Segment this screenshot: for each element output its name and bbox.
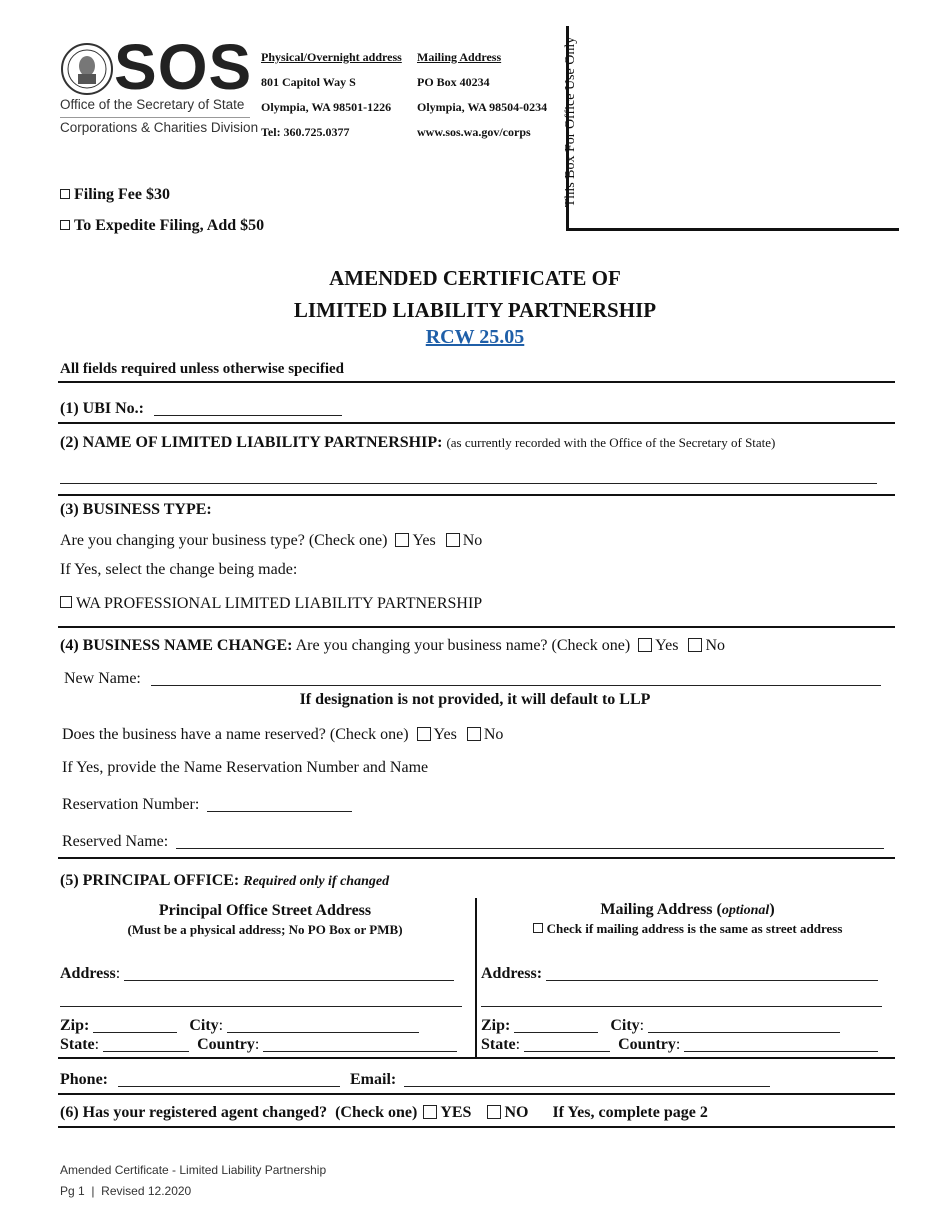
reserved-no-label: No xyxy=(483,726,504,743)
reservation-number-input[interactable] xyxy=(207,797,352,812)
divider xyxy=(58,857,895,859)
street-city-label: City xyxy=(189,1017,219,1034)
registered-agent-row xyxy=(60,1104,708,1122)
business-type-question: Are you changing your business type? (Check one) xyxy=(60,532,388,549)
registered-agent-check: (Check one) xyxy=(335,1104,418,1121)
mailing-web: www.sos.wa.gov/corps xyxy=(417,125,531,139)
office-use-box xyxy=(563,26,899,231)
llp-name-note: (as currently recorded with the Office of the Secretary of State) xyxy=(446,435,776,450)
mailing-state-label: State xyxy=(481,1036,516,1053)
logo xyxy=(60,31,259,135)
divider xyxy=(58,1093,895,1095)
mailing-column-heading: Mailing Address xyxy=(600,901,713,918)
mailing-line2: Olympia, WA 98504-0234 xyxy=(417,100,548,114)
logo-divider xyxy=(60,117,250,118)
physical-tel: Tel: 360.725.0377 xyxy=(261,125,350,139)
email-label: Email: xyxy=(350,1071,397,1088)
llp-name-input[interactable] xyxy=(60,483,877,484)
mailing-country-input[interactable] xyxy=(684,1037,878,1052)
street-state-country-row: State: Country: xyxy=(60,1036,457,1054)
mailing-address-line2[interactable] xyxy=(481,1006,882,1007)
street-zip-label: Zip: xyxy=(60,1017,90,1034)
llp-name-row xyxy=(60,434,775,452)
name-change-label: (4) BUSINESS NAME CHANGE: xyxy=(60,637,293,654)
name-change-no-checkbox[interactable] xyxy=(688,638,702,652)
divider xyxy=(58,381,895,383)
agent-no-checkbox[interactable] xyxy=(487,1105,501,1119)
name-change-yes-checkbox[interactable] xyxy=(638,638,652,652)
divider xyxy=(58,422,895,424)
street-state-label: State xyxy=(60,1036,95,1053)
mailing-zip-label: Zip: xyxy=(481,1017,511,1034)
footer-page: Pg 1 xyxy=(60,1184,85,1198)
filing-fee xyxy=(60,186,170,204)
street-city-input[interactable] xyxy=(227,1018,419,1033)
left-column-heading xyxy=(60,902,470,938)
same-address-row xyxy=(480,921,895,937)
filing-fee-label: Filing Fee $30 xyxy=(74,186,170,203)
street-address-row: Address: xyxy=(60,965,454,983)
reserved-yes-checkbox[interactable] xyxy=(417,727,431,741)
principal-office-note: Required only if changed xyxy=(243,874,390,889)
street-address-label: Address xyxy=(60,965,116,982)
pllp-option-row xyxy=(60,595,482,613)
reservation-number-row xyxy=(62,796,352,814)
form-title xyxy=(0,262,950,326)
agent-yes-checkbox[interactable] xyxy=(423,1105,437,1119)
footer xyxy=(60,1160,326,1202)
reserved-row xyxy=(62,726,503,744)
pllp-checkbox[interactable] xyxy=(60,596,72,608)
office-use-label: This Box For Office Use Only xyxy=(563,36,578,208)
reserved-name-label: Reserved Name: xyxy=(62,833,169,850)
mailing-state-input[interactable] xyxy=(524,1037,610,1052)
column-divider xyxy=(475,898,477,1057)
footer-doc-name: Amended Certificate - Limited Liability Partnership xyxy=(60,1163,327,1177)
agent-no-label: NO xyxy=(504,1104,529,1121)
title-line2: LIMITED LIABILITY PARTNERSHIP xyxy=(293,298,657,322)
expedite-checkbox[interactable] xyxy=(60,220,70,230)
mailing-country-label: Country xyxy=(618,1036,676,1053)
mailing-optional: optional xyxy=(721,903,770,918)
filing-fee-checkbox[interactable] xyxy=(60,189,70,199)
mailing-zip-city-row: Zip: City: xyxy=(481,1017,840,1035)
expedite-label: To Expedite Filing, Add $50 xyxy=(74,217,265,234)
divider xyxy=(58,494,895,496)
mailing-state-country-row: State: Country: xyxy=(481,1036,878,1054)
new-name-label: New Name: xyxy=(64,670,141,687)
reservation-number-label: Reservation Number: xyxy=(62,796,200,813)
business-type-yes-checkbox[interactable] xyxy=(395,533,409,547)
name-change-row xyxy=(60,637,725,655)
ubi-label: (1) UBI No.: xyxy=(60,400,144,417)
business-type-if-yes: If Yes, select the change being made: xyxy=(60,561,298,578)
agent-note: If Yes, complete page 2 xyxy=(552,1104,708,1121)
physical-heading: Physical/Overnight address xyxy=(261,50,402,64)
divider xyxy=(58,1126,895,1128)
office-name: Office of the Secretary of State xyxy=(60,97,245,112)
same-address-label: Check if mailing address is the same as street address xyxy=(546,921,843,936)
name-change-question: Are you changing your business name? (Check one) xyxy=(295,637,631,654)
footer-separator: | xyxy=(88,1184,102,1198)
email-input[interactable] xyxy=(404,1072,770,1087)
street-zip-input[interactable] xyxy=(93,1018,177,1033)
street-zip-city-row: Zip: City: xyxy=(60,1017,419,1035)
business-type-no-checkbox[interactable] xyxy=(446,533,460,547)
principal-office-row xyxy=(60,872,389,890)
mailing-address-row: Address: xyxy=(481,965,878,983)
mailing-address-block xyxy=(417,45,547,145)
required-note: All fields required unless otherwise specified xyxy=(60,361,345,377)
designation-note: If designation is not provided, it will default to LLP xyxy=(299,691,651,708)
expedite-fee xyxy=(60,217,264,235)
ubi-input[interactable] xyxy=(154,401,342,416)
mailing-address-label: Address xyxy=(481,965,537,982)
mailing-address-input[interactable] xyxy=(546,966,878,981)
street-address-line2[interactable] xyxy=(60,1006,462,1007)
reserved-yes-label: Yes xyxy=(433,726,457,743)
registered-agent-question: (6) Has your registered agent changed? xyxy=(60,1104,328,1121)
right-column-heading xyxy=(480,901,895,937)
street-address-input[interactable] xyxy=(124,966,454,981)
physical-line2: Olympia, WA 98501-1226 xyxy=(261,100,392,114)
mailing-city-input[interactable] xyxy=(648,1018,840,1033)
phone-email-row xyxy=(60,1071,770,1089)
reservation-if-yes: If Yes, provide the Name Reservation Number and Name xyxy=(62,759,429,776)
title-line1: AMENDED CERTIFICATE OF xyxy=(329,266,621,290)
new-name-input[interactable] xyxy=(151,671,881,686)
mailing-heading: Mailing Address xyxy=(417,50,502,64)
footer-page-row xyxy=(60,1181,326,1202)
reserved-name-row xyxy=(62,833,884,851)
rcw-link[interactable]: RCW 25.05 xyxy=(425,326,525,348)
divider xyxy=(58,1057,895,1059)
street-country-input[interactable] xyxy=(263,1037,457,1052)
reserved-no-checkbox[interactable] xyxy=(467,727,481,741)
new-name-row xyxy=(64,670,881,688)
street-address-sub: (Must be a physical address; No PO Box or PMB) xyxy=(127,922,403,937)
physical-address-block xyxy=(261,45,402,145)
principal-office-label: (5) PRINCIPAL OFFICE: xyxy=(60,872,240,889)
division-name: Corporations & Charities Division xyxy=(60,120,259,135)
mailing-heading-row: Mailing Address (optional) xyxy=(600,901,775,918)
business-type-no-label: No xyxy=(462,532,483,549)
physical-line1: 801 Capitol Way S xyxy=(261,75,356,89)
phone-input[interactable] xyxy=(118,1072,340,1087)
business-type-label: (3) BUSINESS TYPE: xyxy=(60,501,212,518)
state-seal-icon xyxy=(60,42,114,96)
pllp-label: WA PROFESSIONAL LIMITED LIABILITY PARTNERSHIP xyxy=(76,595,483,612)
business-type-yes-label: Yes xyxy=(412,532,436,549)
same-address-checkbox[interactable] xyxy=(533,923,543,933)
phone-label: Phone: xyxy=(60,1071,108,1088)
name-change-no-label: No xyxy=(705,637,726,654)
ubi-row xyxy=(60,400,342,418)
divider xyxy=(58,626,895,628)
reserved-question: Does the business have a name reserved? (Check one) xyxy=(62,726,409,743)
mailing-line1: PO Box 40234 xyxy=(417,75,490,89)
reserved-name-input[interactable] xyxy=(176,834,884,849)
name-change-yes-label: Yes xyxy=(655,637,679,654)
logo-wordmark: SOS xyxy=(114,31,253,103)
agent-yes-label: YES xyxy=(440,1104,472,1121)
llp-name-label: (2) NAME OF LIMITED LIABILITY PARTNERSHIP: xyxy=(60,434,443,451)
business-type-question-row xyxy=(60,532,482,550)
street-country-label: Country xyxy=(197,1036,255,1053)
footer-revised: Revised 12.2020 xyxy=(101,1184,192,1198)
street-state-input[interactable] xyxy=(103,1037,189,1052)
mailing-zip-input[interactable] xyxy=(514,1018,598,1033)
street-address-heading: Principal Office Street Address xyxy=(158,902,372,919)
mailing-city-label: City xyxy=(610,1017,640,1034)
